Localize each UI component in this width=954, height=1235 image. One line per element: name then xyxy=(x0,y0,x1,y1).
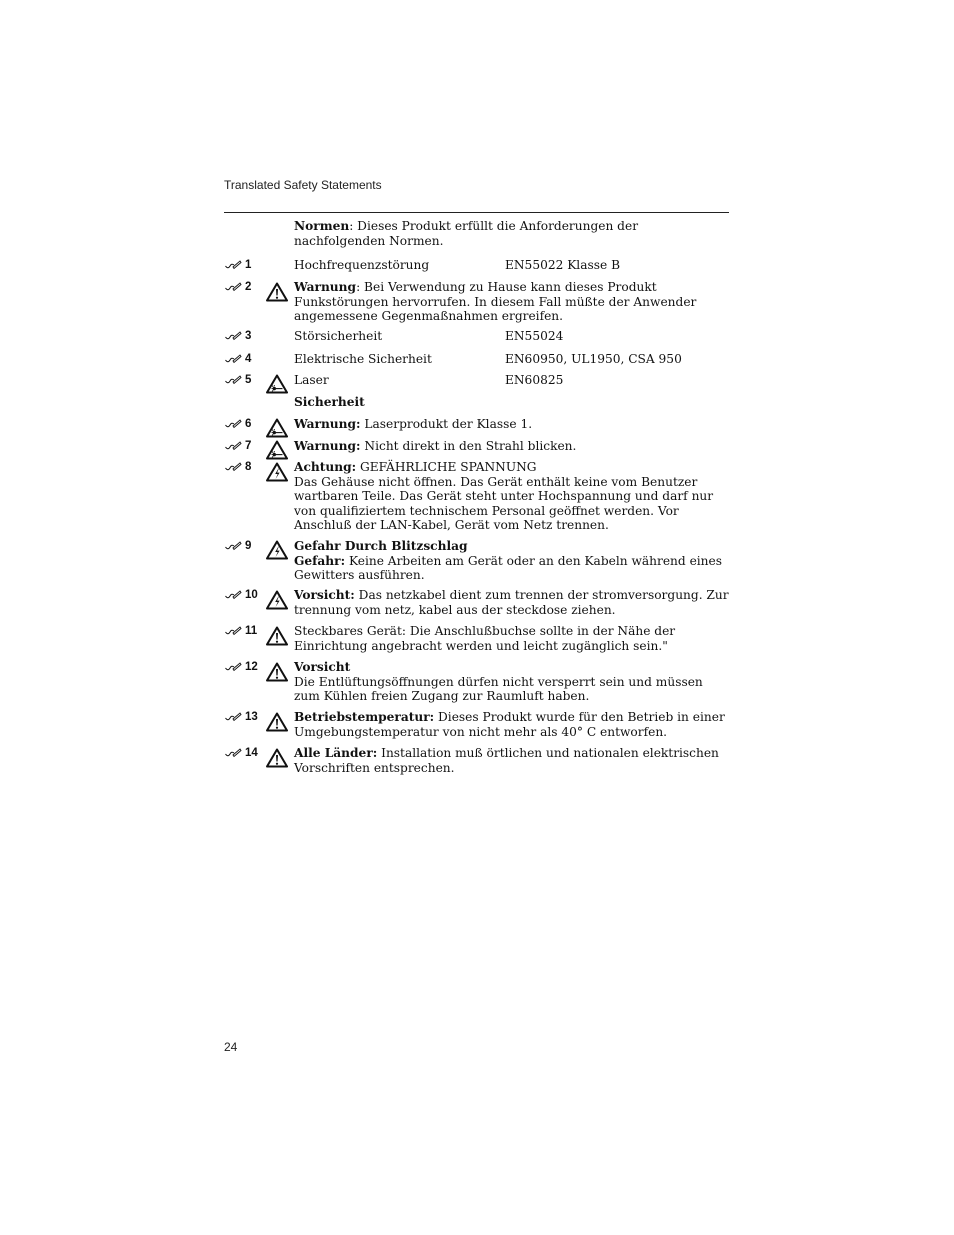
item-number: 6 xyxy=(245,418,252,430)
laser-warning-icon xyxy=(266,374,288,394)
warning-icon xyxy=(266,748,288,768)
item-number: 1 xyxy=(245,259,252,271)
item-number: 11 xyxy=(245,625,258,637)
pen-icon xyxy=(224,541,242,551)
header-rule xyxy=(224,212,729,213)
pen-icon xyxy=(224,331,242,341)
item-paragraph xyxy=(294,588,730,617)
laser-warning-icon xyxy=(266,440,288,460)
item-marker xyxy=(224,280,251,294)
item-number: 9 xyxy=(245,540,252,552)
item-text: Installation muß örtlichen und nationalen elektrischen Vorschriften entsprechen. xyxy=(294,746,719,775)
pen-icon xyxy=(224,441,242,451)
warning-icon xyxy=(266,626,288,646)
pen-icon xyxy=(224,282,242,292)
item-number: 4 xyxy=(245,353,252,365)
item-marker xyxy=(224,460,251,474)
item-label: Störsicherheit xyxy=(294,329,383,343)
item-marker xyxy=(224,539,251,553)
item-marker xyxy=(224,746,258,760)
item-number: 8 xyxy=(245,461,252,473)
item-bold-secondary: Gefahr: xyxy=(294,553,346,568)
item-marker xyxy=(224,373,251,387)
item-standard: EN55022 Klasse B xyxy=(505,258,621,272)
item-paragraph xyxy=(294,417,730,432)
pen-icon xyxy=(224,626,242,636)
intro-text: : Dieses Produkt erfüllt die Anforderungen der nachfolgenden Normen. xyxy=(294,219,639,248)
item-number: 13 xyxy=(245,711,258,723)
pen-icon xyxy=(224,375,242,385)
pen-icon xyxy=(224,712,242,722)
item-text: : Bei Verwendung zu Hause kann dieses Produkt Funkstörungen hervorrufen. In diesem Fall müßte der Anwender angemessene Gegenmaßnahmen ergreifen. xyxy=(294,280,697,324)
intro-paragraph xyxy=(294,219,730,248)
item-paragraph xyxy=(294,660,730,704)
item-paragraph xyxy=(294,460,730,533)
item-paragraph xyxy=(294,539,730,583)
item-standard: EN55024 xyxy=(505,329,564,343)
item-marker xyxy=(224,417,251,431)
item-bold: Betriebstemperatur: xyxy=(294,710,435,724)
item-standard: EN60825 xyxy=(505,373,564,387)
item-text: Dieses Produkt wurde für den Betrieb in einer Umgebungstemperatur von nicht mehr als 40° C entworfen. xyxy=(294,710,725,739)
item-number: 2 xyxy=(245,281,252,293)
item-marker xyxy=(224,352,251,366)
pen-icon xyxy=(224,590,242,600)
item-paragraph: Steckbares Gerät: Die Anschlußbuchse sollte in der Nähe der Einrichtung angebracht werden und leicht zugänglich sein." xyxy=(294,624,676,653)
item-paragraph xyxy=(294,710,730,739)
item-bold: Vorsicht: xyxy=(294,588,355,602)
item-label: Elektrische Sicherheit xyxy=(294,352,432,366)
section-heading: Sicherheit xyxy=(294,395,365,409)
running-header: Translated Safety Statements xyxy=(224,178,382,192)
high-voltage-icon xyxy=(266,540,288,560)
intro-bold: Normen xyxy=(294,219,350,233)
item-text: Laserprodukt der Klasse 1. xyxy=(360,417,533,431)
pen-icon xyxy=(224,462,242,472)
item-bold: Warnung xyxy=(294,280,357,294)
high-voltage-icon xyxy=(266,462,288,482)
item-bold: Achtung: xyxy=(294,460,357,474)
pen-icon xyxy=(224,748,242,758)
item-text: Keine Arbeiten am Gerät oder an den Kabeln während eines Gewitters ausführen. xyxy=(294,553,722,583)
laser-warning-icon xyxy=(266,418,288,438)
item-standard: EN60950, UL1950, CSA 950 xyxy=(505,352,682,366)
item-number: 12 xyxy=(245,661,258,673)
item-marker xyxy=(224,439,251,453)
item-text: Das netzkabel dient zum trennen der stromversorgung. Zur trennung vom netz, kabel aus der steckdose ziehen. xyxy=(294,588,729,617)
item-number: 7 xyxy=(245,440,252,452)
warning-icon xyxy=(266,662,288,682)
item-bold: Warnung: xyxy=(294,417,361,431)
pen-icon xyxy=(224,419,242,429)
item-label: Laser xyxy=(294,373,329,387)
warning-icon xyxy=(266,282,288,302)
item-bold: Gefahr Durch Blitzschlag xyxy=(294,539,468,553)
item-marker xyxy=(224,588,258,602)
pen-icon xyxy=(224,260,242,270)
item-marker xyxy=(224,710,258,724)
item-number: 14 xyxy=(245,747,258,759)
item-number: 10 xyxy=(245,589,258,601)
item-number: 5 xyxy=(245,374,252,386)
item-body: Die Entlüftungsöffnungen dürfen nicht versperrt sein und müssen zum Kühlen freien Zugang zur Raumluft haben. xyxy=(294,674,703,704)
item-body: Das Gehäuse nicht öffnen. Das Gerät enthält keine vom Benutzer wartbaren Teile. Das Gerät steht unter Hochspannung und darf nur von qualifiziertem technischem Personal geöffnet werden. Vor Anschluß der LAN-Kabel, Gerät vom Netz trennen. xyxy=(294,474,714,533)
high-voltage-icon xyxy=(266,590,288,610)
item-paragraph xyxy=(294,746,730,775)
item-bold: Alle Länder: xyxy=(294,746,378,760)
item-number: 3 xyxy=(245,330,252,342)
item-marker xyxy=(224,660,258,674)
item-text: GEFÄHRLICHE SPANNUNG xyxy=(356,460,537,474)
warning-icon xyxy=(266,712,288,732)
item-paragraph xyxy=(294,280,730,324)
item-text: Nicht direkt in den Strahl blicken. xyxy=(360,439,577,453)
item-paragraph xyxy=(294,439,730,454)
item-marker xyxy=(224,329,251,343)
item-bold: Vorsicht xyxy=(294,660,351,674)
item-marker xyxy=(224,624,257,638)
item-label: Hochfrequenzstörung xyxy=(294,258,430,272)
pen-icon xyxy=(224,354,242,364)
pen-icon xyxy=(224,662,242,672)
page-number: 24 xyxy=(224,1040,238,1054)
item-marker xyxy=(224,258,251,272)
item-bold: Warnung: xyxy=(294,439,361,453)
